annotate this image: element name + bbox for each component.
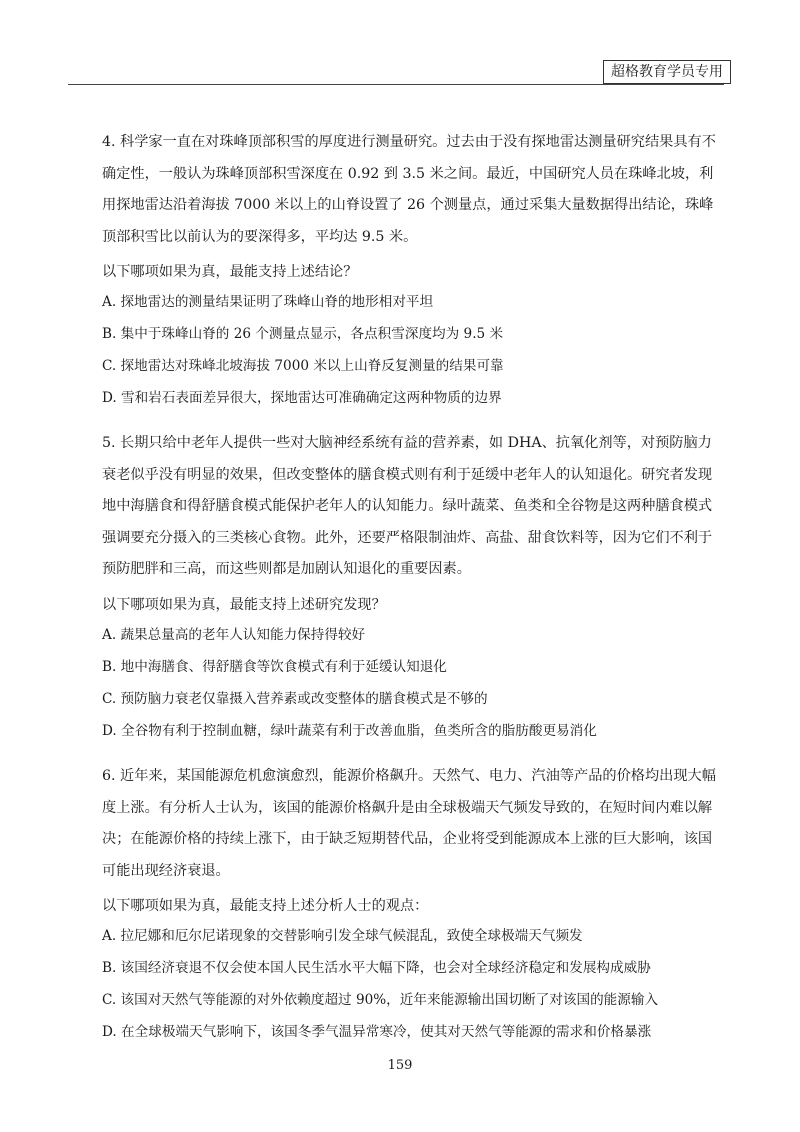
option-d: D. 雪和岩石表面差异很大，探地雷达可准确确定这两种物质的边界 <box>102 390 502 406</box>
option-a: A. 拉尼娜和厄尔尼诺现象的交替影响引发全球气候混乱，致使全球极端天气频发 <box>102 928 583 944</box>
option-d: D. 在全球极端天气影响下，该国冬季气温异常寒冷，使其对天然气等能源的需求和价格暴涨 <box>102 1024 652 1040</box>
question-stem: 4. 科学家一直在对珠峰顶部积雪的厚度进行测量研究。过去由于没有探地雷达测量研究结果具有不确定性，一般认为珠峰顶部积雪深度在 0.92 到 3.5 米之间。最近，中国研究人员在珠峰北坡，利用探地雷达沿着海拔 7000 米以上的山脊设置了 26 个测量点，通过采集大量数据得出结论，珠峰顶部积雪比以前认为的要深得多，平均达 9.5 米。 <box>102 134 716 245</box>
header-badge: 超格教育学员专用 <box>603 60 731 84</box>
option-d: D. 全谷物有利于控制血糖，绿叶蔬菜有利于改善血脂，鱼类所含的脂肪酸更易消化 <box>102 722 597 739</box>
question-stem: 5. 长期只给中老年人提供一些对大脑神经系统有益的营养素，如 DHA、抗氧化剂等，对预防脑力衰老似乎没有明显的效果，但改变整体的膳食模式则有利于延缓中老年人的认知退化。研究者发现地中海膳食和得舒膳食模式能保护老年人的认知能力。绿叶蔬菜、鱼类和全谷物是这两种膳食模式强调要充分摄入的三类核心食物。此外，还要严格限制油炸、高盐、甜食饮料等，因为它们不利于预防肥胖和三高，而这些则都是加剧认知退化的重要因素。 <box>102 435 713 577</box>
question-prompt: 以下哪项如果为真，最能支持上述结论？ <box>102 264 358 280</box>
option-c: C. 探地雷达对珠峰北坡海拔 7000 米以上山脊反复测量的结果可靠 <box>102 358 504 374</box>
question-prompt: 以下哪项如果为真，最能支持上述研究发现？ <box>102 596 386 613</box>
option-a: A. 蔬果总量高的老年人认知能力保持得较好 <box>102 626 366 643</box>
option-c: C. 预防脑力衰老仅靠摄入营养素或改变整体的膳食模式是不够的 <box>102 690 488 707</box>
option-list <box>102 625 724 753</box>
question-5 <box>102 428 724 753</box>
option-c: C. 该国对天然气等能源的对外依赖度超过 90%，近年来能源输出国切断了对该国的能源输入 <box>102 992 659 1008</box>
question-prompt: 以下哪项如果为真，最能支持上述分析人士的观点： <box>102 898 429 914</box>
option-b: B. 该国经济衰退不仅会使本国人民生活水平大幅下降，也会对全球经济稳定和发展构成威胁 <box>102 960 651 976</box>
page-number: 159 <box>387 1058 413 1073</box>
option-b: B. 集中于珠峰山脊的 26 个测量点显示，各点积雪深度均为 9.5 米 <box>102 326 504 342</box>
header-rule <box>68 84 724 85</box>
option-list <box>102 926 724 1054</box>
option-list <box>102 292 724 420</box>
question-6 <box>102 761 724 1054</box>
option-a: A. 探地雷达的测量结果证明了珠峰山脊的地形相对平坦 <box>102 294 434 310</box>
option-b: B. 地中海膳食、得舒膳食等饮食模式有利于延缓认知退化 <box>102 658 447 675</box>
question-4 <box>102 127 724 420</box>
question-stem: 6. 近年来，某国能源危机愈演愈烈，能源价格飙升。天然气、电力、汽油等产品的价格均出现大幅度上涨。有分析人士认为，该国的能源价格飙升是由全球极端天气频发导致的，在短时间内难以解决；在能源价格的持续上涨下，由于缺乏短期替代品，企业将受到能源成本上涨的巨大影响，该国可能出现经济衰退。 <box>102 768 716 879</box>
